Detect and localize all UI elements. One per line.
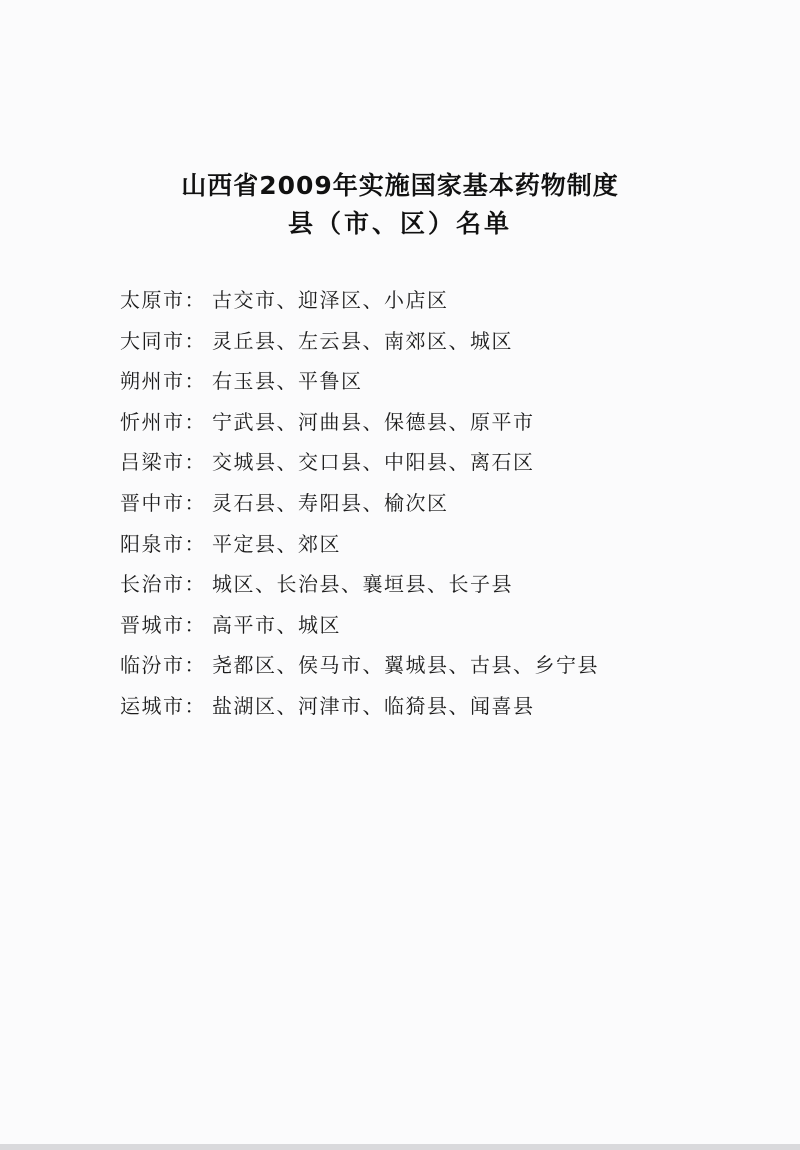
- list-item: [120, 609, 760, 650]
- county-list: [120, 284, 760, 731]
- document-subtitle: 县（市、区）名单: [287, 209, 512, 238]
- city-label: 临汾市：: [120, 653, 206, 678]
- list-item: [120, 487, 760, 528]
- list-item: [120, 284, 760, 325]
- county-names: 平定县、郊区: [212, 531, 341, 556]
- city-label: 阳泉市：: [120, 531, 206, 556]
- list-item: [120, 690, 760, 731]
- list-item: [120, 528, 760, 569]
- city-label: 大同市：: [120, 328, 206, 353]
- county-names: 古交市、迎泽区、小店区: [212, 288, 449, 312]
- county-names: 高平市、城区: [212, 612, 341, 637]
- list-item: [120, 325, 760, 366]
- county-names: 盐湖区、河津市、临猗县、闻喜县: [212, 693, 535, 718]
- county-names: 宁武县、河曲县、保德县、原平市: [212, 409, 535, 434]
- county-names: 城区、长治县、襄垣县、长子县: [212, 572, 513, 597]
- county-names: 尧都区、侯马市、翼城县、古县、乡宁县: [212, 653, 599, 678]
- city-label: 太原市：: [120, 288, 206, 312]
- list-item: [120, 649, 760, 690]
- city-label: 晋城市：: [120, 612, 206, 637]
- list-item: [120, 406, 760, 447]
- county-names: 灵丘县、左云县、南郊区、城区: [212, 328, 513, 353]
- document-title: 山西省2009年实施国家基本药物制度: [181, 171, 619, 200]
- city-label: 吕梁市：: [120, 450, 206, 475]
- page-bottom-edge: [0, 1144, 800, 1150]
- city-label: 朔州市：: [120, 369, 206, 394]
- list-item: [120, 365, 760, 406]
- city-label: 运城市：: [120, 693, 206, 718]
- county-names: 右玉县、平鲁区: [212, 369, 363, 394]
- city-label: 长治市：: [120, 572, 206, 597]
- list-item: [120, 568, 760, 609]
- city-label: 忻州市：: [120, 409, 206, 434]
- county-names: 交城县、交口县、中阳县、离石区: [212, 450, 535, 475]
- county-names: 灵石县、寿阳县、榆次区: [212, 490, 449, 515]
- list-item: [120, 446, 760, 487]
- city-label: 晋中市：: [120, 490, 206, 515]
